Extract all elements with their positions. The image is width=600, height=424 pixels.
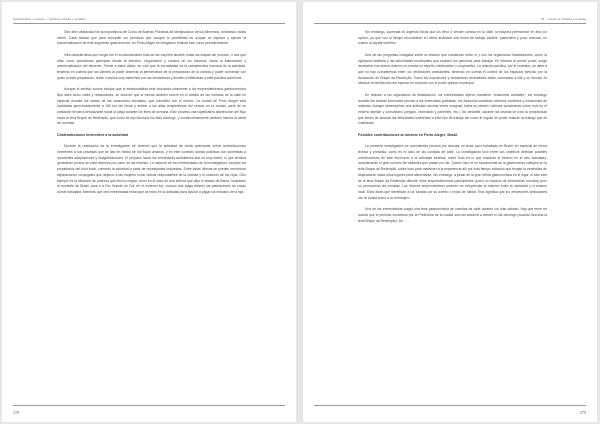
right-paragraph-3: En relación a los organismos de fiscalización, los entrevistados dijeron mantener "relaciones cordiales", sin embargo durante las charlas informales previas a las entrevistas grabadas, los discursos indicaban diversos conflictos y situaciones de malestar. Aunque desempeñan una actividad muchas veces marginal, todos se sienten víctimas socialmente sobre todo en el entorno familiar y comunitario (amigos, vecindario y parientes, etc.). No obstante, durante las charlas se notó la receptividad que tienen de abordar las dificultades inherentes a este tipo de trabajo así como el orgullo de poder realizar un trabajo que es hostilizado. (358, 92, 547, 126)
left-page-number: 278 (13, 410, 19, 415)
right-header-rule (314, 23, 586, 24)
right-paragraph-2: Una de las preguntas indagaba sobre la relación que mantenían entre sí y con los organismos fiscalizadores, como la vigilancia sanitaria y las autoridades municipales que expiden los permisos para trabajar. En relación al primer punto, surge demostrar una buena relación no exenta un espíritu colaborativo o cooperativo. La relación pacífica, por el contrario, se debe a que no hay competencia entre los vendedores ambulantes, teniendo en cuenta el control de los espacios ejercido por la Asociación de Brique da Redenção. Todos los expositores y vendedores ambulantes están vinculados a ella y su función es efectuar la distribución del espacio en conjunto con el poder público municipal. (358, 52, 547, 86)
left-paragraph-3: Aunque el sentido común indique que la estacionalidad esté vinculada solamente a los emprendimientos gastronómicos fijos tales como cafés y restaurantes, se observó que la misma también ocurre en el ámbito de las comidas de la calle en especial durante los meses de las vacaciones escolares, que coinciden con el verano. La ciudad de Porto Alegre está localizada aproximadamente a 150 km del litoral y debido a las altas temperaturas del verano en la ciudad, parte de su población tiende a desplazarse hacia la playa durante los fines de semana. Este proceso una significativa disminución del flujo hacia la feria Brique da Redenção, que como se dijo funciona los días domingo, y consecuentemente también merma la venta de comidas. (57, 87, 246, 126)
left-body-text (57, 30, 246, 201)
left-header-rule (13, 23, 285, 24)
right-paragraph-4: La presente investigación se considerada pionera por abordar un tema poco estudiado en Brasil, en especial de forma teórica y profunda, como es el caso de las comidas de calle. La investigación tuvo entre sus objetivos detectar posibles contribuciones de este fenómeno a la actividad turística, sobre todo en lo que respecta al turismo en el sitio estudiado, considerando el gran número de visitantes que pasan por allí. Quedó claro el rol fundamental de la gastronomía callejera en la feria Brique da Redenção, sobre todo para mantener a la experiencia allí por más tiempo evitando que tengan la necesidad de desplazarse hacia otros lugares para alimentarse. Sin embargo, a pesar de la gran oferta gastronómica en el lugar, el sitio web de la feria Brique da Redenção difunde otros emprendimientos participantes (como un espacio de información turística) pero no promociona las comidas. Los mismos emprendedores parecen no comprender la relación entre su actividad y el turismo local. Ellos dicen que identifican a los turistas por su acento o modo de hablar. Esto significa que los vendedores ambulantes ven al turista como a un extranjero. (358, 144, 547, 200)
right-running-head: 18 – Comer la ciudad en la plaza (540, 17, 586, 21)
left-running-head: Gastronomía y turismo — Destinos locales y globales (13, 17, 87, 21)
right-page-number: 279 (580, 410, 586, 415)
left-section-heading: Contradicciones inherentes a la actividad (57, 132, 128, 137)
right-footer-rule (314, 405, 586, 406)
left-paragraph-1: Otro ítem destacado fue la importancia del Curso de Buenas Prácticas de Manipulación de los Alimentos, nombrado varias veces. Cabe aclarar que para conceder los permisos que otorgan la posibilidad de ocupar un espacio y ejercer la comercialización de este segmento gastronómico, en Porto Alegre es obligatorio realizar este curso periódicamente. (57, 30, 246, 46)
left-page (2, 2, 296, 422)
right-section-heading: Posibles contribuciones al turismo en Porto Alegre, Brasil (358, 132, 458, 137)
right-paragraph-5: Una de las entrevistadas surgió una feria gastronómica de comidas de calle durante los días sábado. Hay que tener en cuenta que el permiso concedido por la Prefectura de la ciudad sólo las autoriza a vender el día domingo (cuando funciona la feria Brique da Redenção). De (358, 207, 547, 223)
right-body-text (358, 30, 547, 230)
left-footer-rule (13, 405, 285, 406)
right-page (303, 2, 597, 422)
right-paragraph-1: Sin embargo, superada la urgencia inicial que los llevó a vender comida en la calle, la mayoría permanece en ella por opción, ya que con el tiempo encontraron en dicha actividad una forma de trabajo estable, placentera y poco onerosa, en cuanto al capital invertido. (358, 30, 547, 46)
left-paragraph-4: Durante la realización de la investigación se observó que la actividad de venta ambulante sufría contradicciones inherentes a sus prácticas que se dan en medio de los flujos urbanos, y en este contexto dichas prácticas son sometidas a constantes adaptaciones y resignificaciones. El prejuicio hacia los vendedores ambulantes aún es muy fuerte, lo que termina generando puntos de vista diversos por parte de las mismas. La mayoría de los entrevistados de la investigación, excepto los propietarios del food truck, comentó la actividad a partir de necesidades impuestas. Entre estas últimas se pueden mencionar separaciones conyugales que dejaron a las mujeres como únicas responsables de la crianza y el sustento de los hijos. Otro ejemplo es la situación de pobreza que llevó a migrar, como en el caso de una señora que dejó el estado de Bahía, localizado al nordeste de Brasil, para ir a Río Grande do Sul, en el extremo sur, cuando una plaga diezmó las plantaciones de cacao donde trabajaba. Mientras que otra entrevistada relató que se inició en la actividad para ayudar a pagar los estudios de la hija. (57, 144, 246, 194)
left-paragraph-2: Otra característica que surgió fue el involucramiento total de las mujeres durante todas las etapas del proceso, o sea que ellas como operadoras participan desde la elección, negociación y compra de los insumos, hasta la elaboración y comercialización del alimento. Frente a estos datos, se notó que la sociabilidad es la característica esencial de la actividad, teniendo en cuenta que los clientes al poder observar la performance de la preparación de la comida y poder conversar con quien la está preparando, crean vínculos muy estrechos con las vendedoras y fienden a fidelizarse a esta práctica comercial. (57, 52, 246, 80)
